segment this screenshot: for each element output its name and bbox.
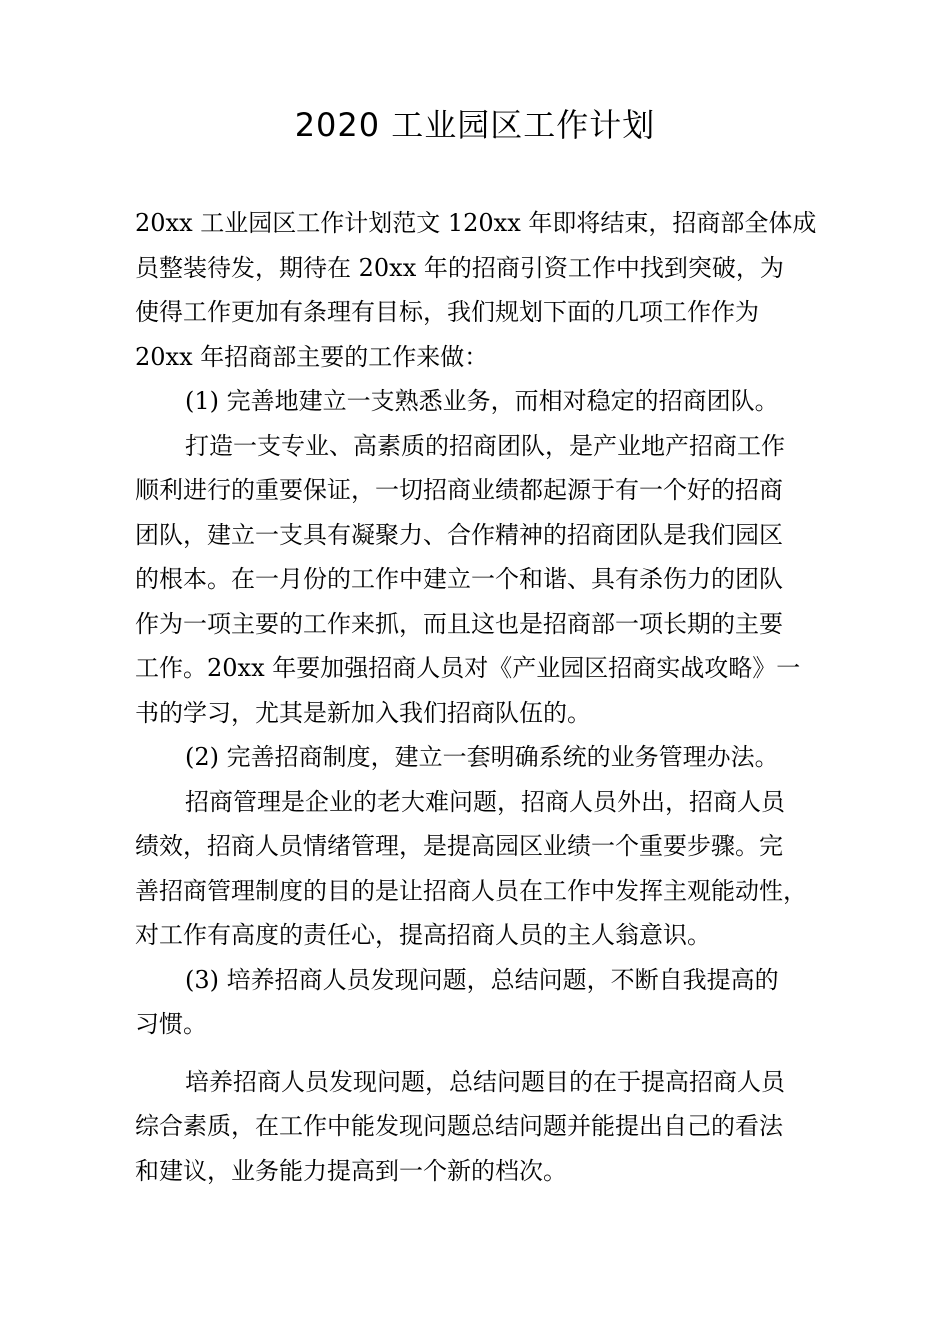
section-heading-2: (2) 完善招商制度，建立一套明确系统的业务管理办法。 bbox=[185, 743, 779, 771]
body-line: 顺利进行的重要保证，一切招商业绩都起源于有一个好的招商 bbox=[135, 476, 783, 504]
body-line: 作为一项主要的工作来抓，而且这也是招商部一项长期的主要 bbox=[135, 609, 783, 638]
section-heading-3: (3) 培养招商人员发现问题，总结问题，不断自我提高的 bbox=[185, 965, 779, 994]
body-line: 员整装待发，期待在 20xx 年的招商引资工作中找到突破，为 bbox=[135, 253, 784, 282]
section-heading-1: (1) 完善地建立一支熟悉业务，而相对稳定的招商团队。 bbox=[185, 387, 779, 415]
body-line: 综合素质，在工作中能发现问题总结问题并能提出自己的看法 bbox=[135, 1112, 783, 1140]
body-line: 习惯。 bbox=[135, 1010, 207, 1038]
body-line: 对工作有高度的责任心，提高招商人员的主人翁意识。 bbox=[135, 921, 711, 949]
body-line: 工作。20xx 年要加强招商人员对《产业园区招商实战攻略》一 bbox=[135, 654, 801, 682]
body-line: 培养招商人员发现问题，总结问题目的在于提高招商人员 bbox=[185, 1067, 785, 1096]
body-line: 20xx 工业园区工作计划范文 120xx 年即将结束，招商部全体成 bbox=[135, 209, 817, 237]
body-line: 使得工作更加有条理有目标，我们规划下面的几项工作作为 bbox=[135, 298, 759, 326]
body-line: 绩效，招商人员情绪管理，是提高园区业绩一个重要步骤。完 bbox=[135, 832, 783, 860]
body-line: 的根本。在一月份的工作中建立一个和谐、具有杀伤力的团队 bbox=[135, 565, 783, 593]
body-line: 善招商管理制度的目的是让招商人员在工作中发挥主观能动性， bbox=[135, 876, 807, 905]
body-line: 和建议，业务能力提高到一个新的档次。 bbox=[135, 1156, 567, 1185]
document-title: 2020 工业园区工作计划 bbox=[294, 106, 656, 144]
body-line: 20xx 年招商部主要的工作来做： bbox=[135, 342, 489, 371]
body-line: 团队，建立一支具有凝聚力、合作精神的招商团队是我们园区 bbox=[135, 520, 783, 549]
document-body bbox=[135, 201, 835, 1193]
body-line: 招商管理是企业的老大难问题，招商人员外出，招商人员 bbox=[185, 787, 785, 816]
body-line: 打造一支专业、高素质的招商团队，是产业地产招商工作 bbox=[185, 431, 785, 460]
body-line: 书的学习，尤其是新加入我们招商队伍的。 bbox=[135, 698, 591, 727]
